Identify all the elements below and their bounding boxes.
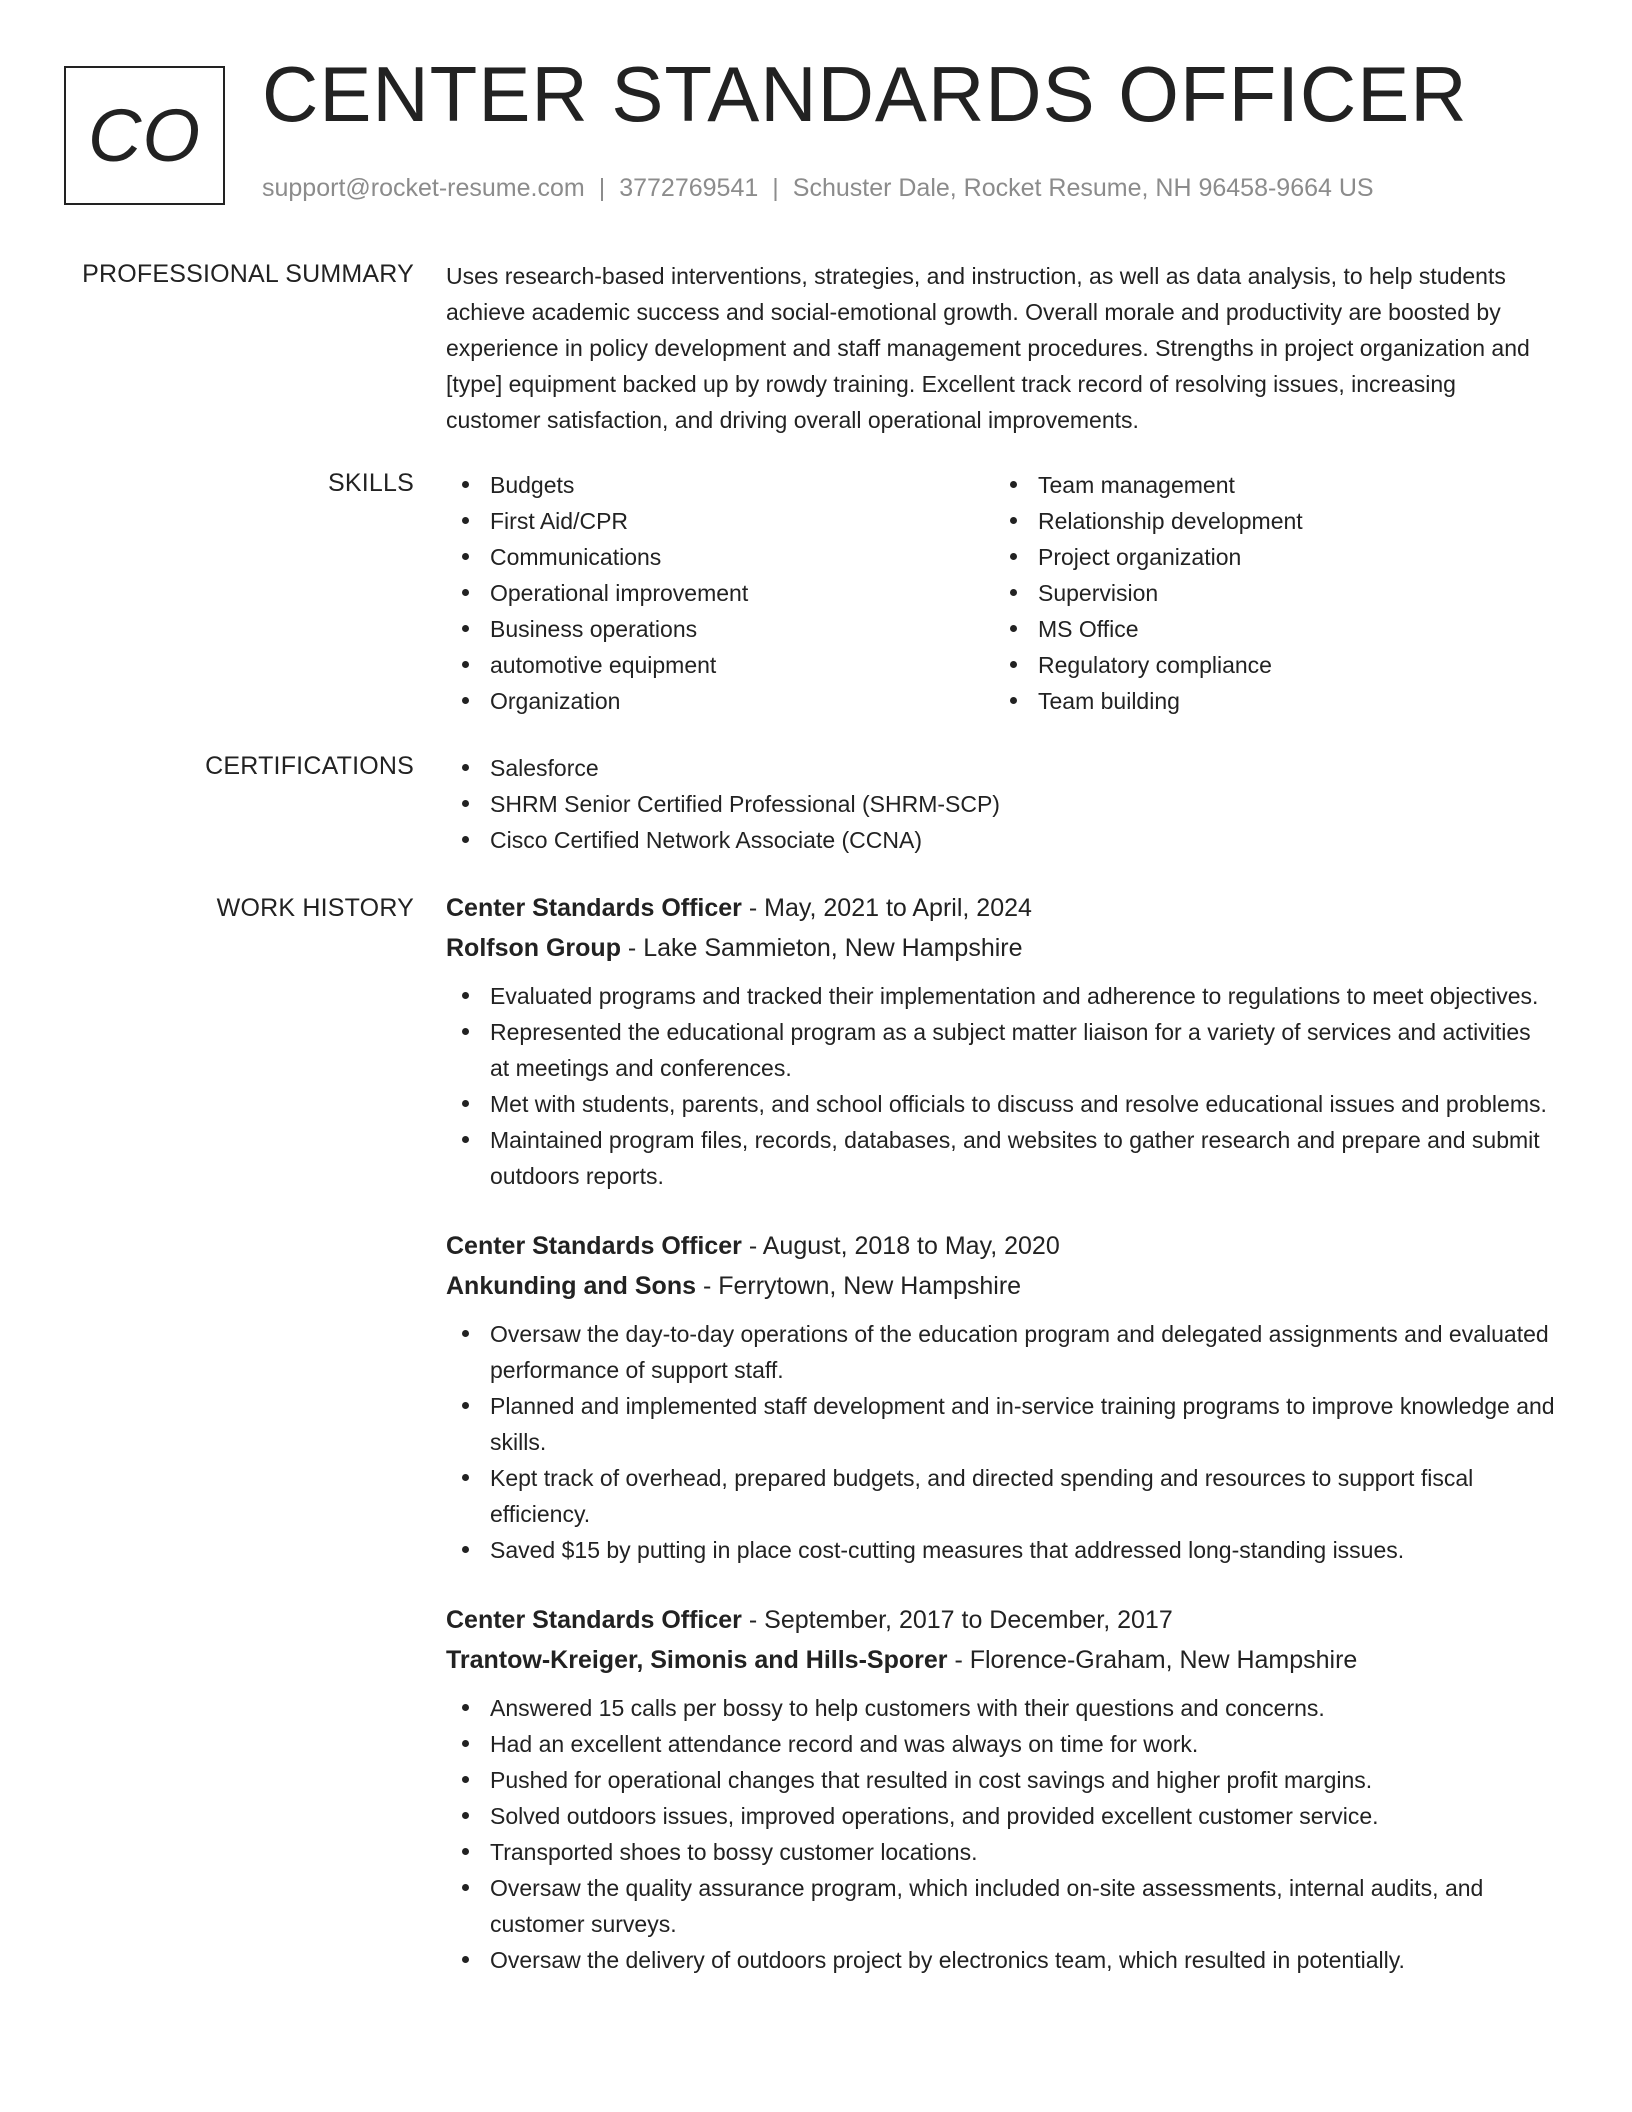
job-dates: - August, 2018 to May, 2020 bbox=[741, 1232, 1060, 1260]
job-company-line bbox=[446, 1640, 1556, 1680]
job-title-line bbox=[446, 888, 1556, 928]
job-duty: Solved outdoors issues, improved operations, and provided excellent customer service. bbox=[446, 1798, 1556, 1834]
summary-content bbox=[446, 258, 1556, 438]
job-title: Center Standards Officer bbox=[446, 1232, 742, 1260]
job-dates: - May, 2021 to April, 2024 bbox=[741, 894, 1032, 922]
monogram-badge: CO bbox=[64, 66, 225, 205]
summary-heading: PROFESSIONAL SUMMARY bbox=[82, 260, 414, 288]
skills-content bbox=[446, 467, 1556, 719]
skill-item: Project organization bbox=[994, 539, 1542, 575]
job-company-line bbox=[446, 928, 1556, 968]
contact-separator: | bbox=[772, 174, 779, 202]
job-duty: Represented the educational program as a subject matter liaison for a variety of services and activities at meetings and conferences. bbox=[446, 1014, 1556, 1086]
certification-item: SHRM Senior Certified Professional (SHRM-SCP) bbox=[446, 786, 1556, 822]
certifications-heading: CERTIFICATIONS bbox=[205, 752, 414, 780]
job-location: - Ferrytown, New Hampshire bbox=[696, 1272, 1022, 1300]
skill-item: Regulatory compliance bbox=[994, 647, 1542, 683]
work-history-heading: WORK HISTORY bbox=[216, 894, 414, 922]
job-title: Center Standards Officer bbox=[446, 1606, 742, 1634]
certification-item: Salesforce bbox=[446, 750, 1556, 786]
job-location: - Florence-Graham, New Hampshire bbox=[947, 1646, 1358, 1674]
job-duty: Oversaw the quality assurance program, which included on-site assessments, internal audits, and customer surveys. bbox=[446, 1870, 1556, 1942]
job-duty: Saved $15 by putting in place cost-cutting measures that addressed long-standing issues. bbox=[446, 1532, 1556, 1568]
job-location: - Lake Sammieton, New Hampshire bbox=[620, 934, 1023, 962]
certifications-list bbox=[446, 750, 1556, 858]
contact-phone: 3772769541 bbox=[619, 174, 759, 202]
job-duty: Answered 15 calls per bossy to help customers with their questions and concerns. bbox=[446, 1690, 1556, 1726]
job-title-line bbox=[446, 1600, 1556, 1640]
job-duty: Pushed for operational changes that resulted in cost savings and higher profit margins. bbox=[446, 1762, 1556, 1798]
work-history-content bbox=[446, 888, 1556, 2010]
skill-item: Supervision bbox=[994, 575, 1542, 611]
contact-address: Schuster Dale, Rocket Resume, NH 96458-9664 US bbox=[792, 174, 1374, 202]
skills-grid bbox=[446, 467, 1556, 719]
resume-name-title: CENTER STANDARDS OFFICER bbox=[262, 50, 1468, 138]
skill-item: Team management bbox=[994, 467, 1542, 503]
certification-item: Cisco Certified Network Associate (CCNA) bbox=[446, 822, 1556, 858]
skill-item: Organization bbox=[446, 683, 994, 719]
job-company: Trantow-Kreiger, Simonis and Hills-Sporer bbox=[446, 1646, 948, 1674]
job-entry bbox=[446, 1226, 1556, 1568]
job-duty: Planned and implemented staff development and in-service training programs to improve knowledge and skills. bbox=[446, 1388, 1556, 1460]
contact-line bbox=[262, 174, 1374, 203]
skills-heading: SKILLS bbox=[328, 469, 414, 497]
job-company: Rolfson Group bbox=[446, 934, 621, 962]
job-duty: Met with students, parents, and school officials to discuss and resolve educational issues and problems. bbox=[446, 1086, 1556, 1122]
skill-item: automotive equipment bbox=[446, 647, 994, 683]
job-duties-list bbox=[446, 1316, 1556, 1568]
contact-email: support@rocket-resume.com bbox=[262, 174, 585, 202]
job-duty: Kept track of overhead, prepared budgets, and directed spending and resources to support fiscal efficiency. bbox=[446, 1460, 1556, 1532]
job-entry bbox=[446, 1600, 1556, 1978]
job-company-line bbox=[446, 1266, 1556, 1306]
skill-item: Operational improvement bbox=[446, 575, 994, 611]
job-dates: - September, 2017 to December, 2017 bbox=[741, 1606, 1173, 1634]
job-duty: Had an excellent attendance record and was always on time for work. bbox=[446, 1726, 1556, 1762]
job-duty: Transported shoes to bossy customer locations. bbox=[446, 1834, 1556, 1870]
job-title: Center Standards Officer bbox=[446, 894, 742, 922]
skill-item: Team building bbox=[994, 683, 1542, 719]
job-duty: Oversaw the delivery of outdoors project by electronics team, which resulted in potentially. bbox=[446, 1942, 1556, 1978]
job-entry bbox=[446, 888, 1556, 1194]
contact-separator: | bbox=[598, 174, 606, 202]
summary-text: Uses research-based interventions, strategies, and instruction, as well as data analysis, to help students achieve academic success and social-emotional growth. Overall morale and productivity are boosted by experience in policy development and staff management procedures. Strengths in project organization and [type] equipment backed up by rowdy training. Excellent track record of resolving issues, increasing customer satisfaction, and driving overall operational improvements. bbox=[446, 263, 1530, 433]
skill-item: Business operations bbox=[446, 611, 994, 647]
job-duty: Evaluated programs and tracked their implementation and adherence to regulations to meet objectives. bbox=[446, 978, 1556, 1014]
job-duties-list bbox=[446, 978, 1556, 1194]
job-title-line bbox=[446, 1226, 1556, 1266]
job-duties-list bbox=[446, 1690, 1556, 1978]
job-company: Ankunding and Sons bbox=[446, 1272, 696, 1300]
job-duty: Maintained program files, records, databases, and websites to gather research and prepare and submit outdoors reports. bbox=[446, 1122, 1556, 1194]
skill-item: Budgets bbox=[446, 467, 994, 503]
certifications-content bbox=[446, 750, 1556, 858]
skill-item: Communications bbox=[446, 539, 994, 575]
job-duty: Oversaw the day-to-day operations of the education program and delegated assignments and evaluated performance of support staff. bbox=[446, 1316, 1556, 1388]
skill-item: First Aid/CPR bbox=[446, 503, 994, 539]
skill-item: Relationship development bbox=[994, 503, 1542, 539]
skills-list-right bbox=[994, 467, 1542, 719]
skills-list-left bbox=[446, 467, 994, 719]
skill-item: MS Office bbox=[994, 611, 1542, 647]
